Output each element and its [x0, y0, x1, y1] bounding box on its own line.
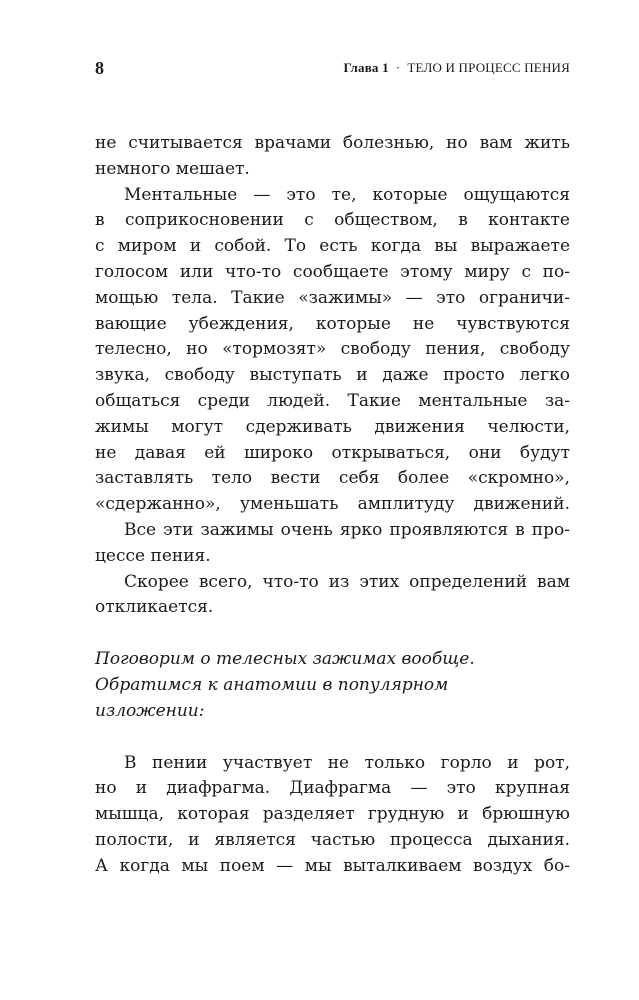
text-line: Поговорим о телесных зажимах вообще.: [95, 649, 475, 670]
text-line: «сдержанно», уменьшать амплитуду движений.: [95, 494, 570, 515]
text-line: в соприкосновении с обществом, в контакте: [95, 210, 570, 231]
paragraph-definitions: [95, 570, 570, 622]
text-line: полости, и является частью процесса дыхания.: [95, 829, 570, 850]
text-line: немного мешает.: [95, 158, 250, 179]
text-line: В пении участвует не только горло и рот,: [124, 752, 570, 773]
text-line: вающие убеждения, которые не чувствуются: [95, 313, 570, 334]
text-line: с миром и собой. То есть когда вы выражаете: [95, 236, 570, 257]
text-line: но и диафрагма. Диафрагма — это крупная: [95, 778, 570, 799]
paragraph-singing-process: [95, 518, 570, 570]
chapter-title: ТЕЛО И ПРОЦЕСС ПЕНИЯ: [407, 60, 570, 75]
running-head: [344, 60, 570, 76]
paragraph-gap: [95, 725, 570, 751]
text-line: мышца, которая разделяет грудную и брюшную: [95, 804, 570, 825]
text-line: Ментальные — это те, которые ощущаются: [124, 184, 570, 205]
chapter-label: Глава 1: [343, 60, 389, 75]
page-number: 8: [95, 58, 104, 78]
text-line: не считывается врачами болезнью, но вам жить: [95, 133, 570, 153]
page-body: [95, 131, 570, 880]
text-line: откликается.: [95, 597, 214, 618]
text-line: Обратимся к анатомии в популярном: [95, 674, 449, 695]
text-line: мощью тела. Такие «зажимы» — это ограничи-: [95, 287, 570, 308]
text-line: изложении:: [95, 700, 205, 721]
text-line: Скорее всего, что-то из этих определений вам: [124, 571, 570, 592]
running-header: [95, 58, 570, 80]
text-line: телесно, но «тормозят» свободу пения, свободу: [95, 339, 570, 360]
text-line: А когда мы поем — мы выталкиваем воздух бо-: [95, 855, 570, 876]
text-line: не давая ей широко открываться, они будут: [95, 442, 570, 463]
paragraph-mental-clamps: [95, 183, 570, 518]
text-line: жимы могут сдерживать движения челюсти,: [95, 416, 570, 437]
header-separator: ·: [395, 60, 401, 75]
paragraph-gap: [95, 621, 570, 647]
text-line: заставлять тело вести себя более «скромно»,: [95, 468, 570, 489]
italic-intro: [95, 647, 570, 724]
text-line: общаться среди людей. Такие ментальные за-: [95, 390, 570, 411]
text-line: цессе пения.: [95, 545, 211, 566]
text-line: звука, свободу выступать и даже просто легко: [95, 365, 570, 386]
paragraph-continuation: [95, 131, 570, 183]
text-line: голосом или что-то сообщаете этому миру с по-: [95, 261, 570, 282]
text-line: Все эти зажимы очень ярко проявляются в про-: [124, 519, 570, 540]
paragraph-diaphragm: [95, 751, 570, 880]
